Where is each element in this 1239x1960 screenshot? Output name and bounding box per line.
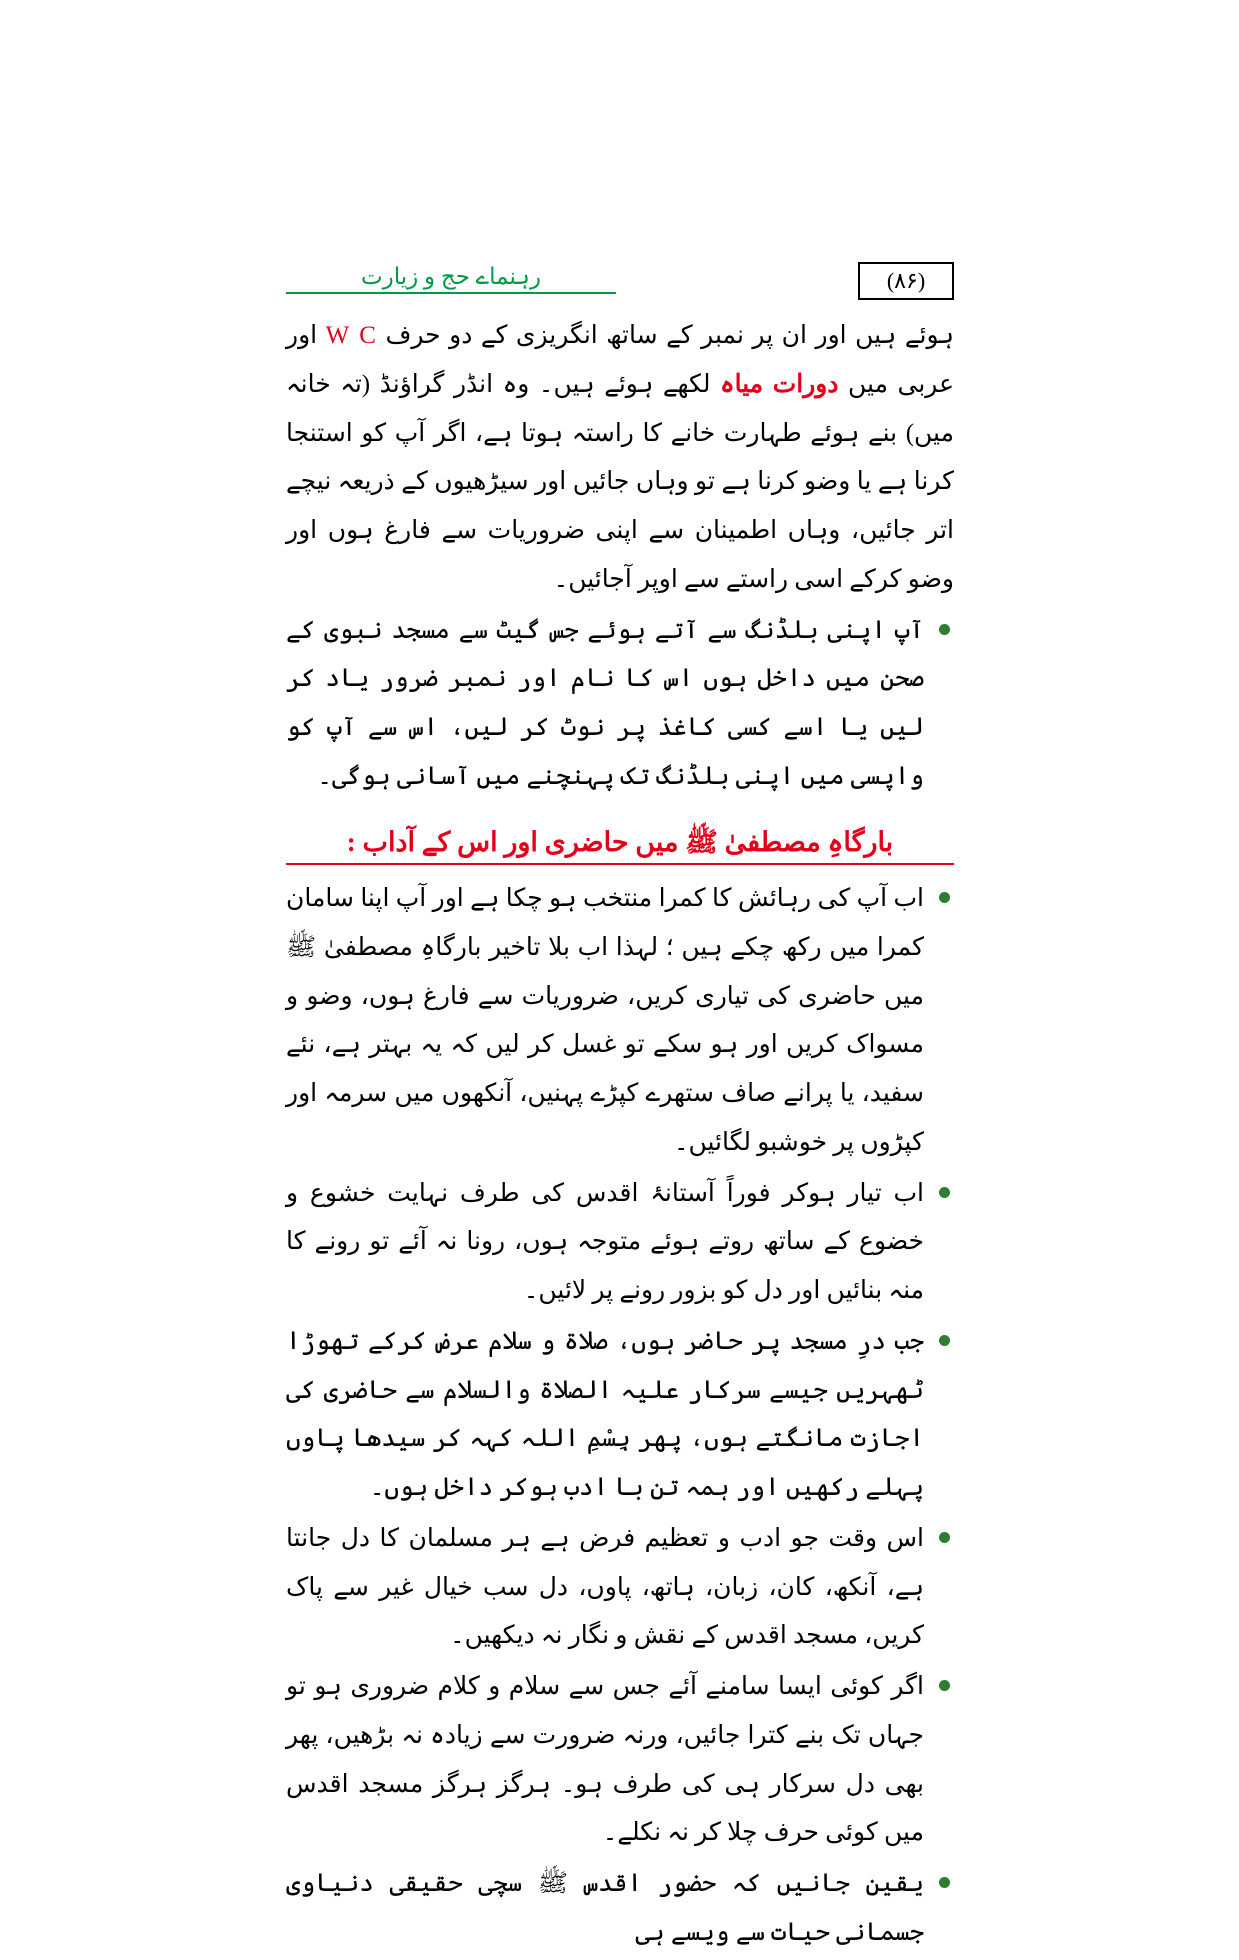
bullet-dot-icon xyxy=(939,1877,950,1888)
book-title-header xyxy=(286,264,616,294)
section-heading-text: بارگاہِ مصطفیٰ ﷺ میں حاضری اور اس کے آداب : xyxy=(346,826,894,857)
list-item xyxy=(286,875,954,1168)
list-item xyxy=(286,1170,954,1316)
page-content xyxy=(286,262,954,1960)
bullet-dot-icon xyxy=(939,1680,950,1691)
list-item-text: اب آپ کی رہائش کا کمرا منتخب ہو چکا ہے اور آپ اپنا سامان کمرا میں رکھ چکے ہیں ؛ لہذا اب بلا تاخیر بارگاہِ مصطفیٰ ﷺ میں حاضری کی تیاری کریں، ضروریات سے فارغ ہوں، وضو و مسواک کریں اور ہو سکے تو غسل کر لیں کہ یہ بہتر ہے، نئے سفید، یا پرانے صاف ستھرے کپڑے پہنیں، آنکھوں میں سرمہ اور کپڑوں پر خوشبو لگائیں۔ xyxy=(286,885,924,1156)
list-item-text: جب درِ مسجد پر حاضر ہوں، صلاۃ و سلام عرض کرکے تھوڑا ٹھہریں جیسے سرکار علیہ الصلاۃ والسلام سے حاضری کی اجازت مانگتے ہوں، پھر بِسْمِ اللہ کہہ کر سیدھا پاوں پہلے رکھیں اور ہمہ تن با ادب ہوکر داخل ہوں۔ xyxy=(286,1327,924,1501)
list-item xyxy=(286,1318,954,1513)
list-item xyxy=(286,1663,954,1858)
bullet-dot-icon xyxy=(939,1335,950,1346)
list-item-text: اگر کوئی ایسا سامنے آئے جس سے سلام و کلام ضروری ہو تو جہاں تک بنے کترا جائیں، ورنہ ضرورت سے زیادہ نہ بڑھیں، پھر بھی دل سرکار ہی کی طرف ہو۔ ہرگز ہرگز مسجد اقدس میں کوئی حرف چلا کر نہ نکلے۔ xyxy=(286,1673,924,1847)
bullet-dot-icon xyxy=(939,1187,950,1198)
list-item-text: یقین جانیں کہ حضور اقدس ﷺ سچی حقیقی دنیاوی جسمانی حیات سے ویسے ہی xyxy=(286,1870,924,1946)
page-number-box xyxy=(858,262,954,300)
bullet-dot-icon xyxy=(939,892,950,903)
paragraph-part-a: ہوئے ہیں اور ان پر نمبر کے ساتھ انگریزی کے دو حرف xyxy=(376,322,955,349)
header-underline xyxy=(286,292,616,294)
paragraph-part-c: لکھے ہوئے ہیں۔ وہ انڈر گراؤنڈ (تہ خانہ میں) بنے ہوئے طہارت خانے کا راستہ ہوتا ہے، اگر آپ کو استنجا کرنا ہے یا وضو کرنا ہے تو وہاں جائیں اور سیڑھیوں کے ذریعہ نیچے اتر جائیں، وہاں اطمینان سے اپنی ضروریات سے فارغ ہوں اور وضو کرکے اسی راستے سے اوپر آجائیں۔ xyxy=(286,370,954,593)
list-item-text: اس وقت جو ادب و تعظیم فرض ہے ہر مسلمان کا دل جانتا ہے، آنکھ، کان، زبان، ہاتھ، پاوں، دل سب خیال غیر سے پاک کریں، مسجد اقدس کے نقش و نگار نہ دیکھیں۔ xyxy=(286,1524,924,1650)
page-header xyxy=(286,262,954,306)
arabic-term-highlight: دورات میاہ xyxy=(720,370,839,398)
paragraph-part-b: اور عربی میں xyxy=(286,322,954,398)
list-item xyxy=(286,1515,954,1661)
page-number: (۸۶) xyxy=(886,268,926,293)
list-item-text: اب تیار ہوکر فوراً آستانۂ اقدس کی طرف نہایت خشوع و خضوع کے ساتھ روتے ہوئے متوجہ ہوں، رونا نہ آئے تو رونے کا منہ بنائیں اور دل کو بزور رونے پر لائیں۔ xyxy=(286,1179,924,1304)
wc-label: W C xyxy=(325,322,377,349)
list-item xyxy=(286,607,954,802)
list-item xyxy=(286,1860,954,1958)
section-heading-underline xyxy=(286,863,954,865)
list-item-text: آپ اپنی بلڈنگ سے آتے ہوئے جس گیٹ سے مسجد نبوی کے صحن میں داخل ہوں اس کا نام اور نمبر ضرور یاد کر لیں یا اسے کسی کاغذ پر نوٹ کر لیں، اس سے آپ کو واپسی میں اپنی بلڈنگ تک پہنچنے میں آسانی ہوگی۔ xyxy=(286,616,924,790)
paragraph-continuation xyxy=(286,312,954,605)
section-heading xyxy=(286,822,954,866)
book-title-text: رہنماے حج و زیارت xyxy=(360,264,541,289)
bullet-dot-icon xyxy=(939,1532,950,1543)
bullet-dot-icon xyxy=(939,624,950,635)
